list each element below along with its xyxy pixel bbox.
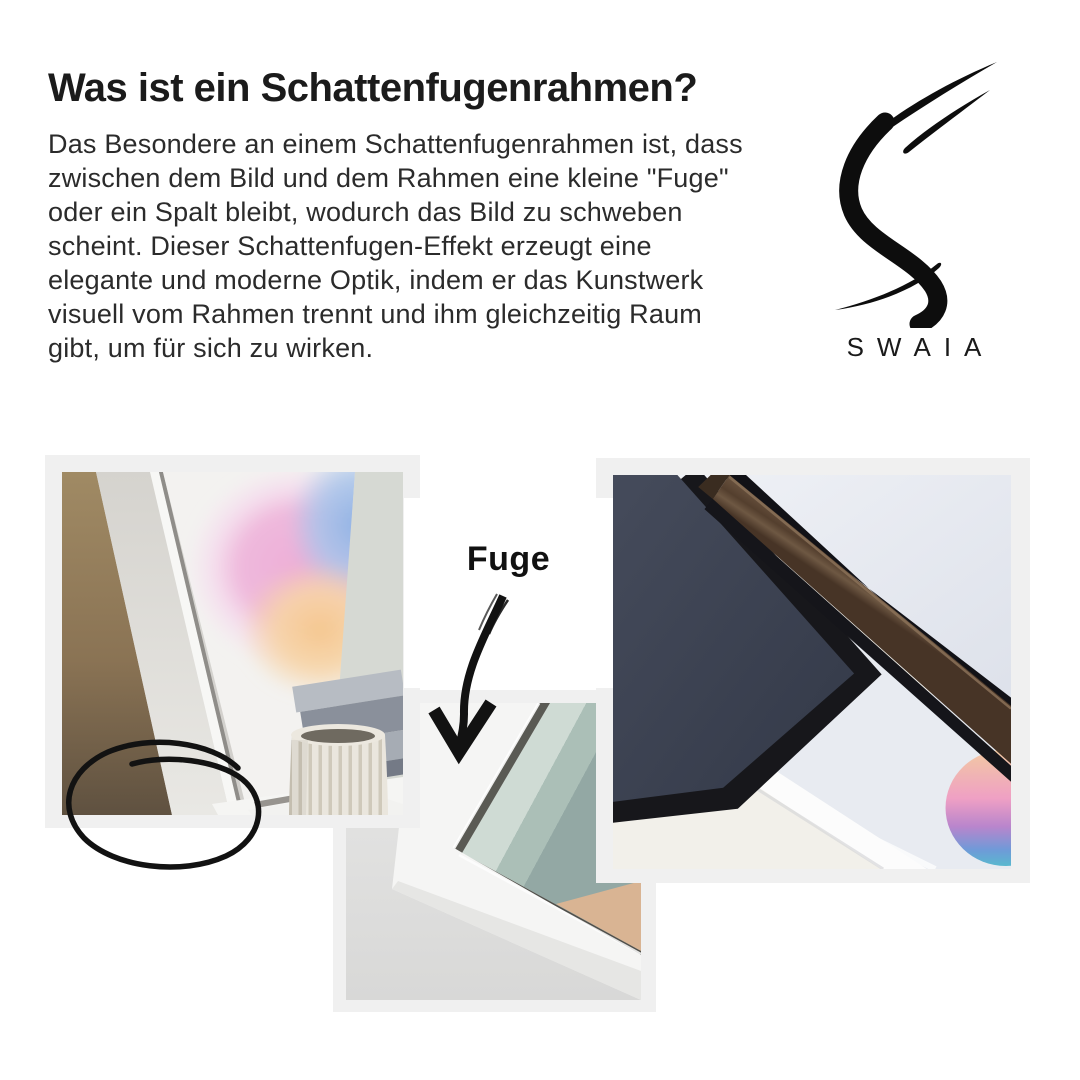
intro-line: oder ein Spalt bleibt, wodurch das Bild zu schweben [48,197,683,227]
intro-line: Das Besondere an einem Schattenfugenrahmen ist, dass [48,129,743,159]
intro-line: scheint. Dieser Schattenfugen-Effekt erzeugt eine [48,231,652,261]
brand-logo-s-icon [829,60,999,328]
intro-line: elegante und moderne Optik, indem er das Kunstwerk [48,265,704,295]
brand-name: SWAIA [846,332,995,362]
stacked-frames-photo [613,475,1011,869]
intro-line: zwischen dem Bild und dem Rahmen eine kleine "Fuge" [48,163,729,193]
left-photo-card [45,455,420,828]
page-title: Was ist ein Schattenfugenrahmen? [48,66,698,110]
intro-paragraph [48,127,743,365]
intro-line: visuell vom Rahmen trennt und ihm gleichzeitig Raum [48,299,702,329]
framed-art-photo [62,472,403,815]
intro-line: gibt, um für sich zu wirken. [48,333,374,363]
right-photo-card [596,458,1030,883]
fuge-label: Fuge [466,540,551,578]
brand-logo [826,60,1002,363]
fuge-label-box [404,498,613,688]
